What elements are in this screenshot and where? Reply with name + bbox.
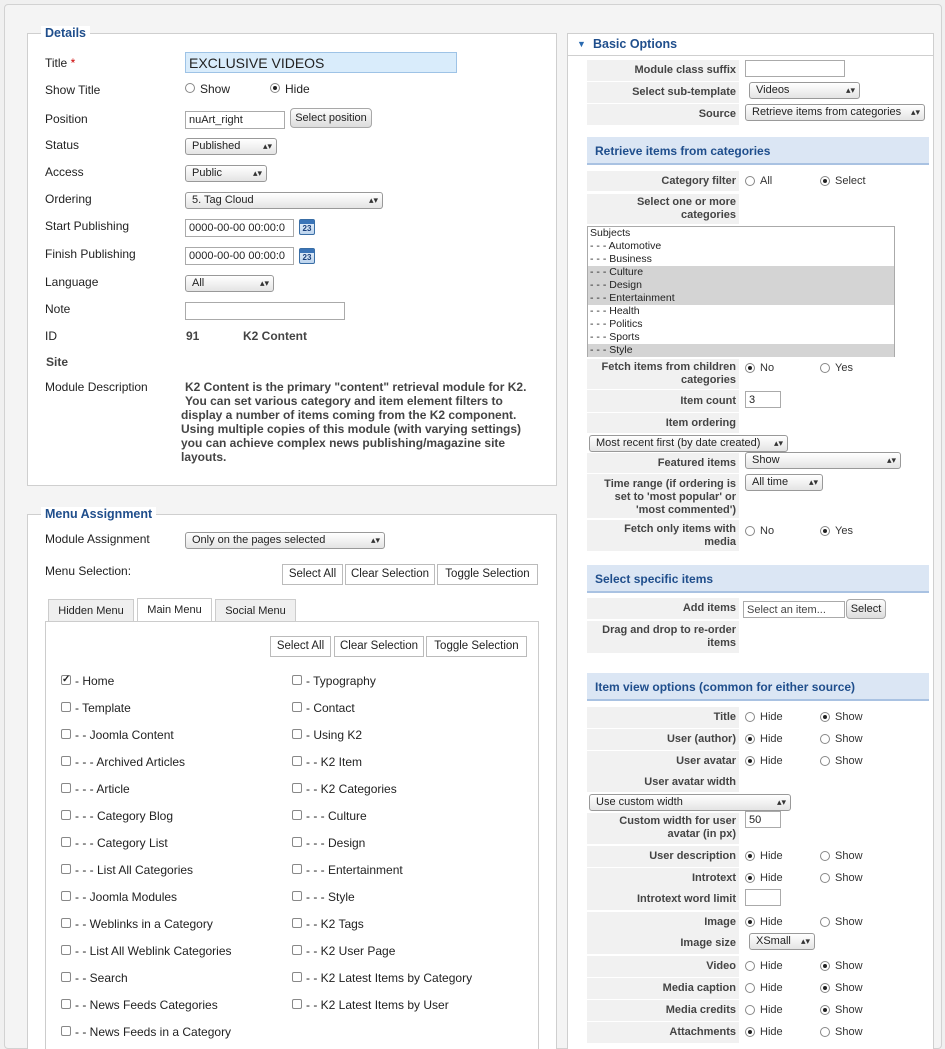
menu-item-checkbox[interactable] xyxy=(292,891,302,901)
view-option-show-radio[interactable] xyxy=(820,1005,830,1015)
tab-main-menu[interactable]: Main Menu xyxy=(137,598,212,622)
custom-width-label: Custom width for user avatar (in px) xyxy=(587,813,739,844)
category-option[interactable]: - - - Sports xyxy=(590,331,640,343)
id-value: 91 xyxy=(186,329,200,343)
menu-item-label: - - K2 User Page xyxy=(306,944,396,958)
menu-item-checkbox[interactable] xyxy=(61,945,71,955)
fetch-children-no-label: No xyxy=(760,362,775,374)
menu-item-checkbox[interactable] xyxy=(61,783,71,793)
menu-item-label: - - Joomla Modules xyxy=(75,890,178,904)
fetch-media-no-label: No xyxy=(760,525,775,537)
view-option-show-radio[interactable] xyxy=(820,917,830,927)
menu-item-label: - - K2 Categories xyxy=(306,782,397,796)
panel-clear-selection-button[interactable]: Clear Selection xyxy=(334,636,424,657)
view-option-hide-radio[interactable] xyxy=(745,756,755,766)
menu-item-checkbox[interactable] xyxy=(61,729,71,739)
sub-template-select[interactable]: Videos ▴▾ xyxy=(749,82,860,99)
show-title-show-label: Show xyxy=(200,82,231,96)
view-option-label: Image xyxy=(587,912,739,933)
start-publishing-input[interactable]: 0000-00-00 00:00:0 xyxy=(185,219,294,237)
category-option[interactable]: - - - Business xyxy=(590,253,652,265)
language-select[interactable]: All ▴▾ xyxy=(185,275,274,292)
menu-item-label: - - - Category Blog xyxy=(75,809,174,823)
view-option-hide-radio[interactable] xyxy=(745,873,755,883)
module-type: K2 Content xyxy=(243,329,307,343)
fetch-media-no-radio[interactable] xyxy=(745,526,755,536)
view-option-hide-label: Hide xyxy=(760,733,783,745)
item-count-label: Item count xyxy=(587,390,739,412)
view-option-hide-label: Hide xyxy=(760,850,783,862)
menu-item-checkbox[interactable] xyxy=(292,810,302,820)
fetch-children-label: Fetch items from children categories xyxy=(587,359,739,389)
menu-item-label: - - List All Weblink Categories xyxy=(75,944,232,958)
view-option-show-radio[interactable] xyxy=(820,873,830,883)
view-option-hide-radio[interactable] xyxy=(745,961,755,971)
view-option-label: User avatar xyxy=(587,751,739,772)
start-calendar-icon[interactable]: 23 xyxy=(299,219,315,235)
toggle-selection-button[interactable]: Toggle Selection xyxy=(437,564,538,585)
access-label: Access xyxy=(45,165,84,179)
menu-item-checkbox[interactable] xyxy=(61,918,71,928)
add-items-label: Add items xyxy=(587,598,739,619)
fetch-media-yes-label: Yes xyxy=(835,525,853,537)
menu-item-label: - - - Style xyxy=(306,890,355,904)
drag-drop-label: Drag and drop to re-order items xyxy=(587,621,739,653)
note-label: Note xyxy=(45,302,71,316)
menu-item-label: - - Joomla Content xyxy=(75,728,174,742)
fetch-media-label: Fetch only items with media xyxy=(587,520,739,551)
menu-item-label: - - - Category List xyxy=(75,836,168,850)
view-option-hide-label: Hide xyxy=(760,1026,783,1038)
menu-item-checkbox[interactable] xyxy=(292,918,302,928)
module-description-text: K2 Content is the primary "content" retrieval module for K2. You can set various category and item element filters to display a number of items coming from the K2 component. Using multiple copies of this module (with varying settings) you can achieve complex news publishing/magazine site layouts. xyxy=(181,380,527,464)
basic-options-header[interactable]: Basic Options xyxy=(593,37,678,51)
view-option-hide-radio[interactable] xyxy=(745,983,755,993)
custom-width-input[interactable]: 50 xyxy=(745,811,781,828)
view-option-show-radio[interactable] xyxy=(820,712,830,722)
view-option-show-radio[interactable] xyxy=(820,851,830,861)
view-option-show-radio[interactable] xyxy=(820,734,830,744)
menu-item-label: - - K2 Tags xyxy=(306,917,364,931)
item-count-input[interactable]: 3 xyxy=(745,391,781,408)
menu-item-checkbox[interactable] xyxy=(292,756,302,766)
menu-item-label: - - - Culture xyxy=(306,809,367,823)
retrieve-items-header: Retrieve items from categories xyxy=(587,137,929,165)
clear-selection-button[interactable]: Clear Selection xyxy=(345,564,435,585)
view-option-hide-label: Hide xyxy=(760,755,783,767)
menu-item-label: - - - Article xyxy=(75,782,130,796)
menu-item-label: - - K2 Latest Items by Category xyxy=(306,971,473,985)
panel-toggle-selection-button[interactable]: Toggle Selection xyxy=(426,636,527,657)
id-label: ID xyxy=(45,329,57,343)
add-items-input[interactable]: Select an item... xyxy=(743,601,845,618)
category-option[interactable]: - - - Entertainment xyxy=(588,292,894,305)
time-range-select[interactable]: All time ▴▾ xyxy=(745,474,823,491)
menu-item-label: - - - List All Categories xyxy=(75,863,194,877)
menu-item-checkbox[interactable] xyxy=(61,999,71,1009)
menu-item-label: - - News Feeds Categories xyxy=(75,998,218,1012)
show-title-show-radio[interactable] xyxy=(185,83,195,93)
view-option-hide-radio[interactable] xyxy=(745,851,755,861)
view-option-hide-radio[interactable] xyxy=(745,1005,755,1015)
view-option-hide-label: Hide xyxy=(760,872,783,884)
view-option-show-radio[interactable] xyxy=(820,961,830,971)
ordering-label: Ordering xyxy=(45,192,92,206)
tab-hidden-menu[interactable]: Hidden Menu xyxy=(48,599,134,622)
finish-publishing-label: Finish Publishing xyxy=(45,247,136,261)
menu-item-label: - - K2 Item xyxy=(306,755,363,769)
menu-item-label: - Home xyxy=(75,674,115,688)
introtext-limit-input[interactable] xyxy=(745,889,781,906)
access-select[interactable]: Public ▴▾ xyxy=(185,165,267,182)
select-categories-label: Select one or more categories xyxy=(587,194,739,224)
user-avatar-width-label: User avatar width xyxy=(587,772,739,792)
view-option-hide-label: Hide xyxy=(760,982,783,994)
category-filter-label: Category filter xyxy=(587,171,739,191)
time-range-label: Time range (if ordering is set to 'most popular' or 'most commented') xyxy=(587,474,739,518)
menu-item-checkbox[interactable] xyxy=(61,837,71,847)
view-option-show-radio[interactable] xyxy=(820,983,830,993)
menu-item-checkbox[interactable] xyxy=(61,864,71,874)
menu-item-checkbox[interactable] xyxy=(61,1026,71,1036)
menu-item-label: - - News Feeds in a Category xyxy=(75,1025,232,1039)
menu-item-checkbox[interactable] xyxy=(292,999,302,1009)
module-assignment-select[interactable]: Only on the pages selected ▴▾ xyxy=(185,532,385,549)
view-option-hide-label: Hide xyxy=(760,1004,783,1016)
view-option-label: Attachments xyxy=(587,1022,739,1043)
menu-item-label: - - Search xyxy=(75,971,128,985)
module-class-suffix-label: Module class suffix xyxy=(587,60,739,81)
menu-item-label: - Contact xyxy=(306,701,355,715)
category-option[interactable]: Subjects xyxy=(590,227,631,239)
category-option[interactable]: - - - Style xyxy=(588,344,894,357)
module-class-suffix-input[interactable] xyxy=(745,60,845,77)
menu-item-checkbox[interactable] xyxy=(292,945,302,955)
category-filter-select-radio[interactable] xyxy=(820,176,830,186)
menu-item-checkbox[interactable] xyxy=(292,972,302,982)
category-option[interactable]: - - - Design xyxy=(588,279,894,292)
view-option-show-radio[interactable] xyxy=(820,1027,830,1037)
menu-item-checkbox[interactable]: ✓ xyxy=(62,674,71,685)
view-option-label: Video xyxy=(587,956,739,977)
specific-items-header: Select specific items xyxy=(587,565,929,593)
menu-item-checkbox[interactable] xyxy=(292,702,302,712)
site-label: Site xyxy=(46,355,69,369)
view-option-hide-radio[interactable] xyxy=(745,712,755,722)
view-option-hide-label: Hide xyxy=(760,916,783,928)
view-option-label: Title xyxy=(587,707,739,728)
finish-calendar-icon[interactable]: 23 xyxy=(299,248,315,264)
status-select[interactable]: Published ▴▾ xyxy=(185,138,277,155)
view-option-hide-radio[interactable] xyxy=(745,917,755,927)
view-option-show-label: Show xyxy=(835,711,863,723)
view-option-hide-label: Hide xyxy=(760,711,783,723)
menu-item-label: - - - Design xyxy=(306,836,366,850)
menu-item-checkbox[interactable] xyxy=(61,810,71,820)
menu-item-label: - - Weblinks in a Category xyxy=(75,917,213,931)
view-option-show-radio[interactable] xyxy=(820,756,830,766)
details-legend: Details xyxy=(41,26,90,40)
menu-item-checkbox[interactable] xyxy=(292,729,302,739)
sub-template-label: Select sub-template xyxy=(587,82,739,103)
category-option[interactable]: - - - Automotive xyxy=(590,240,662,252)
menu-item-checkbox[interactable] xyxy=(292,864,302,874)
source-select[interactable]: Retrieve items from categories ▴▾ xyxy=(745,104,925,121)
menu-item-label: - Typography xyxy=(306,674,376,688)
view-option-label: User description xyxy=(587,846,739,867)
menu-item-checkbox[interactable] xyxy=(61,891,71,901)
title-input[interactable]: EXCLUSIVE VIDEOS xyxy=(185,52,457,73)
view-option-show-label: Show xyxy=(835,960,863,972)
item-ordering-select[interactable]: Most recent first (by date created) ▴▾ xyxy=(589,435,788,452)
menu-item-checkbox[interactable] xyxy=(61,972,71,982)
view-option-show-label: Show xyxy=(835,982,863,994)
menu-item-label: - - - Archived Articles xyxy=(75,755,186,769)
select-all-button[interactable]: Select All xyxy=(282,564,343,585)
menu-item-checkbox[interactable] xyxy=(292,675,302,685)
featured-items-select[interactable]: Show ▴▾ xyxy=(745,452,901,469)
item-ordering-label: Item ordering xyxy=(587,413,739,433)
view-option-show-label: Show xyxy=(835,733,863,745)
menu-item-label: - - K2 Latest Items by User xyxy=(306,998,449,1012)
category-option[interactable]: - - - Health xyxy=(590,305,640,317)
ordering-select[interactable]: 5. Tag Cloud ▴▾ xyxy=(185,192,383,209)
show-title-hide-label: Hide xyxy=(285,82,310,96)
menu-item-label: - - - Entertainment xyxy=(306,863,403,877)
fetch-children-yes-label: Yes xyxy=(835,362,853,374)
view-option-show-label: Show xyxy=(835,755,863,767)
start-publishing-label: Start Publishing xyxy=(45,219,130,233)
view-option-label: Introtext xyxy=(587,868,739,889)
view-option-show-label: Show xyxy=(835,850,863,862)
category-option[interactable]: - - - Politics xyxy=(590,318,643,330)
view-option-show-label: Show xyxy=(835,872,863,884)
view-option-show-label: Show xyxy=(835,1004,863,1016)
view-option-show-label: Show xyxy=(835,916,863,928)
finish-publishing-input[interactable]: 0000-00-00 00:00:0 xyxy=(185,247,294,265)
category-filter-select-label: Select xyxy=(835,175,866,187)
show-title-hide-radio[interactable] xyxy=(270,83,280,93)
collapse-triangle-icon[interactable]: ▼ xyxy=(577,39,586,49)
view-options-header: Item view options (common for either source) xyxy=(587,673,929,701)
menu-item-checkbox[interactable] xyxy=(61,702,71,712)
select-position-button[interactable]: Select position xyxy=(290,108,372,128)
module-assignment-label: Module Assignment xyxy=(45,532,150,546)
menu-item-label: - Template xyxy=(75,701,131,715)
module-description-label: Module Description xyxy=(45,380,148,394)
user-avatar-width-select[interactable]: Use custom width ▴▾ xyxy=(589,794,791,811)
category-option[interactable]: - - - Culture xyxy=(588,266,894,279)
show-title-label: Show Title xyxy=(45,83,101,97)
source-label: Source xyxy=(587,104,739,125)
menu-item-checkbox[interactable] xyxy=(292,783,302,793)
tab-social-menu[interactable]: Social Menu xyxy=(215,599,296,622)
view-option-label: User (author) xyxy=(587,729,739,750)
fetch-media-yes-radio[interactable] xyxy=(820,526,830,536)
category-filter-all-radio[interactable] xyxy=(745,176,755,186)
categories-listbox[interactable] xyxy=(587,226,895,357)
view-option-label: Media credits xyxy=(587,1000,739,1021)
language-label: Language xyxy=(45,275,99,289)
view-option-label: Media caption xyxy=(587,978,739,999)
view-option-show-label: Show xyxy=(835,1026,863,1038)
position-input[interactable]: nuArt_right xyxy=(185,111,285,129)
menu-item-label: - Using K2 xyxy=(306,728,363,742)
image-size-select[interactable]: XSmall ▴▾ xyxy=(749,933,815,950)
fetch-children-yes-radio[interactable] xyxy=(820,363,830,373)
menu-item-checkbox[interactable] xyxy=(292,837,302,847)
view-option-hide-radio[interactable] xyxy=(745,1027,755,1037)
status-label: Status xyxy=(45,138,80,152)
note-input[interactable] xyxy=(185,302,345,320)
view-option-hide-radio[interactable] xyxy=(745,734,755,744)
menu-assignment-legend: Menu Assignment xyxy=(41,507,156,521)
featured-items-label: Featured items xyxy=(587,453,739,473)
image-size-label: Image size xyxy=(587,933,739,954)
add-items-select-button[interactable]: Select xyxy=(846,599,886,619)
view-option-hide-label: Hide xyxy=(760,960,783,972)
basic-options-divider xyxy=(568,55,933,56)
category-filter-all-label: All xyxy=(760,175,773,187)
fetch-children-no-radio[interactable] xyxy=(745,363,755,373)
menu-item-checkbox[interactable] xyxy=(61,756,71,766)
introtext-limit-label: Introtext word limit xyxy=(587,889,739,910)
position-label: Position xyxy=(45,112,88,126)
menu-selection-label: Menu Selection: xyxy=(45,564,132,578)
panel-select-all-button[interactable]: Select All xyxy=(270,636,331,657)
title-label: Title * xyxy=(45,56,76,70)
